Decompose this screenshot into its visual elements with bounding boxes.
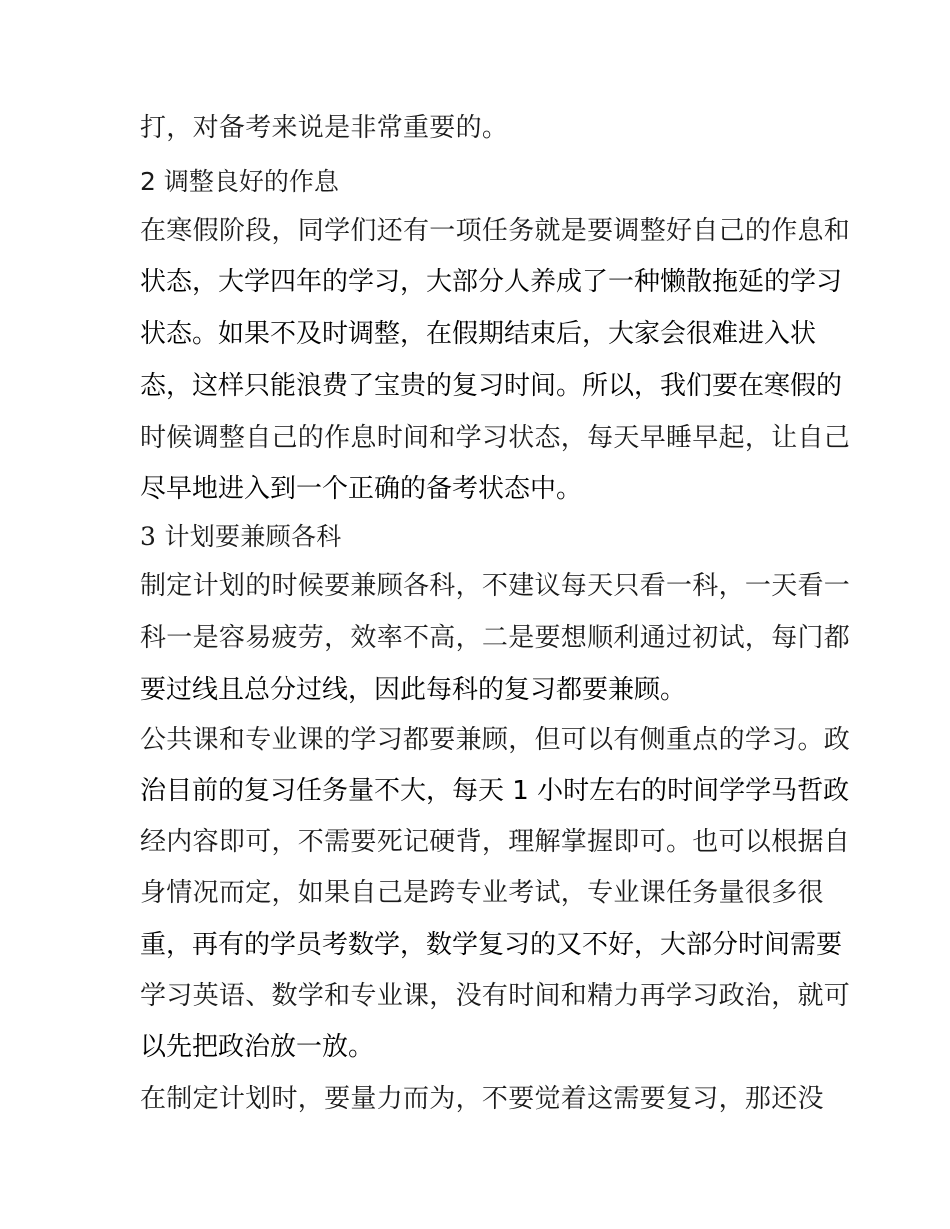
text-line-13: 公共课和专业课的学习都要兼顾，但可以有侧重点的学习。政 xyxy=(140,725,851,755)
text-line-6: 态，这样只能浪费了宝贵的复习时间。所以，我们要在寒假的 xyxy=(140,371,843,401)
text-line-1: 打，对备考来说是非常重要的。 xyxy=(140,113,509,143)
text-line-15: 经内容即可，不需要死记硬背，理解掌握即可。也可以根据自 xyxy=(140,827,851,857)
text-line-5: 状态。如果不及时调整，在假期结束后，大家会很难进入状 xyxy=(140,319,817,349)
text-line-10: 制定计划的时候要兼顾各科，不建议每天只看一科，一天看一 xyxy=(140,571,851,601)
section-heading-3: 3 计划要兼顾各科 xyxy=(140,522,342,551)
text-line-7: 时候调整自己的作息时间和学习状态，每天早睡早起，让自己 xyxy=(140,423,851,453)
text-line-20: 在制定计划时，要量力而为，不要觉着这需要复习，那还没 xyxy=(140,1084,824,1114)
section-heading-2: 2 调整良好的作息 xyxy=(140,167,339,196)
text-line-12: 要过线且总分过线，因此每科的复习都要兼顾。 xyxy=(140,675,687,705)
text-line-18: 学习英语、数学和专业课，没有时间和精力再学习政治，就可 xyxy=(140,981,851,1011)
text-line-4: 状态，大学四年的学习，大部分人养成了一种懒散拖延的学习 xyxy=(140,267,843,297)
text-line-17: 重，再有的学员考数学，数学复习的又不好，大部分时间需要 xyxy=(140,930,843,960)
text-line-16: 身情况而定，如果自己是跨专业考试，专业课任务量很多很 xyxy=(140,878,824,908)
text-line-19: 以先把政治放一放。 xyxy=(140,1032,375,1062)
text-line-3: 在寒假阶段，同学们还有一项任务就是要调整好自己的作息和 xyxy=(140,216,851,246)
text-line-11: 科一是容易疲劳，效率不高，二是要想顺利通过初试，每门都 xyxy=(140,623,851,653)
text-line-8: 尽早地进入到一个正确的备考状态中。 xyxy=(140,474,583,504)
text-line-14: 治目前的复习任务量不大，每天 1 小时左右的时间学学马哲政 xyxy=(140,776,850,806)
